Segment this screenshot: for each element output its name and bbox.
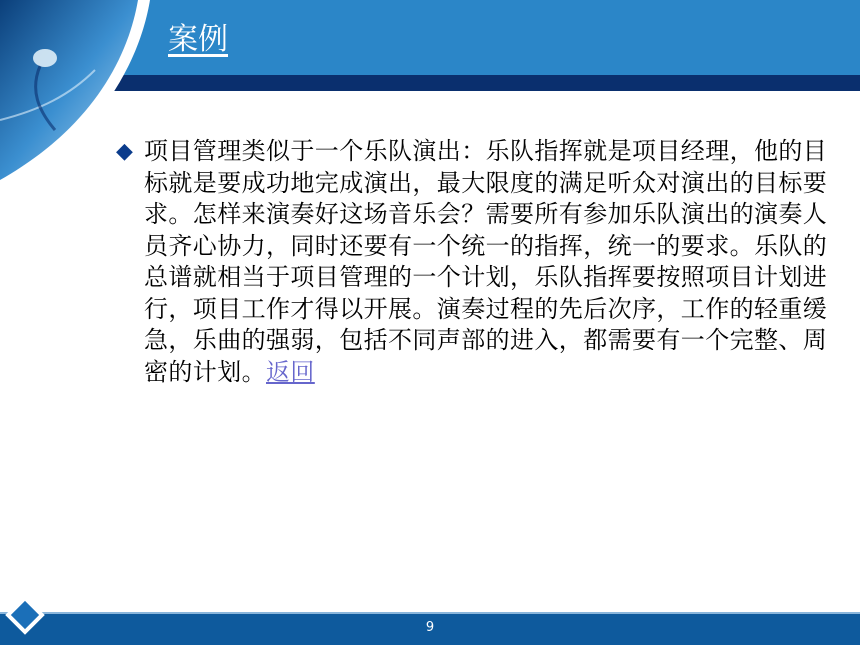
slide-title: 案例 (168, 22, 228, 57)
content-block (116, 136, 834, 388)
body-text: 项目管理类似于一个乐队演出：乐队指挥就是项目经理，他的目标就是要成功地完成演出，最大限度的满足听众对演出的目标要求。怎样来演奏好这场音乐会？需要所有参加乐队演出的演奏人员齐心协力，同时还要有一个统一的指挥，统一的要求。乐队的总谱就相当于项目管理的一个计划，乐队指挥要按照项目计划进行，项目工作才得以开展。演奏过程的先后次序，工作的轻重缓急，乐曲的强弱，包括不同声部的进入，都需要有一个完整、周密的计划。 (144, 137, 828, 386)
diamond-corner-icon (2, 592, 48, 638)
body-paragraph (144, 136, 834, 388)
back-link[interactable]: 返回 (266, 357, 315, 386)
page-number: 9 (425, 620, 435, 635)
diamond-bullet-icon: ◆ (116, 139, 133, 164)
